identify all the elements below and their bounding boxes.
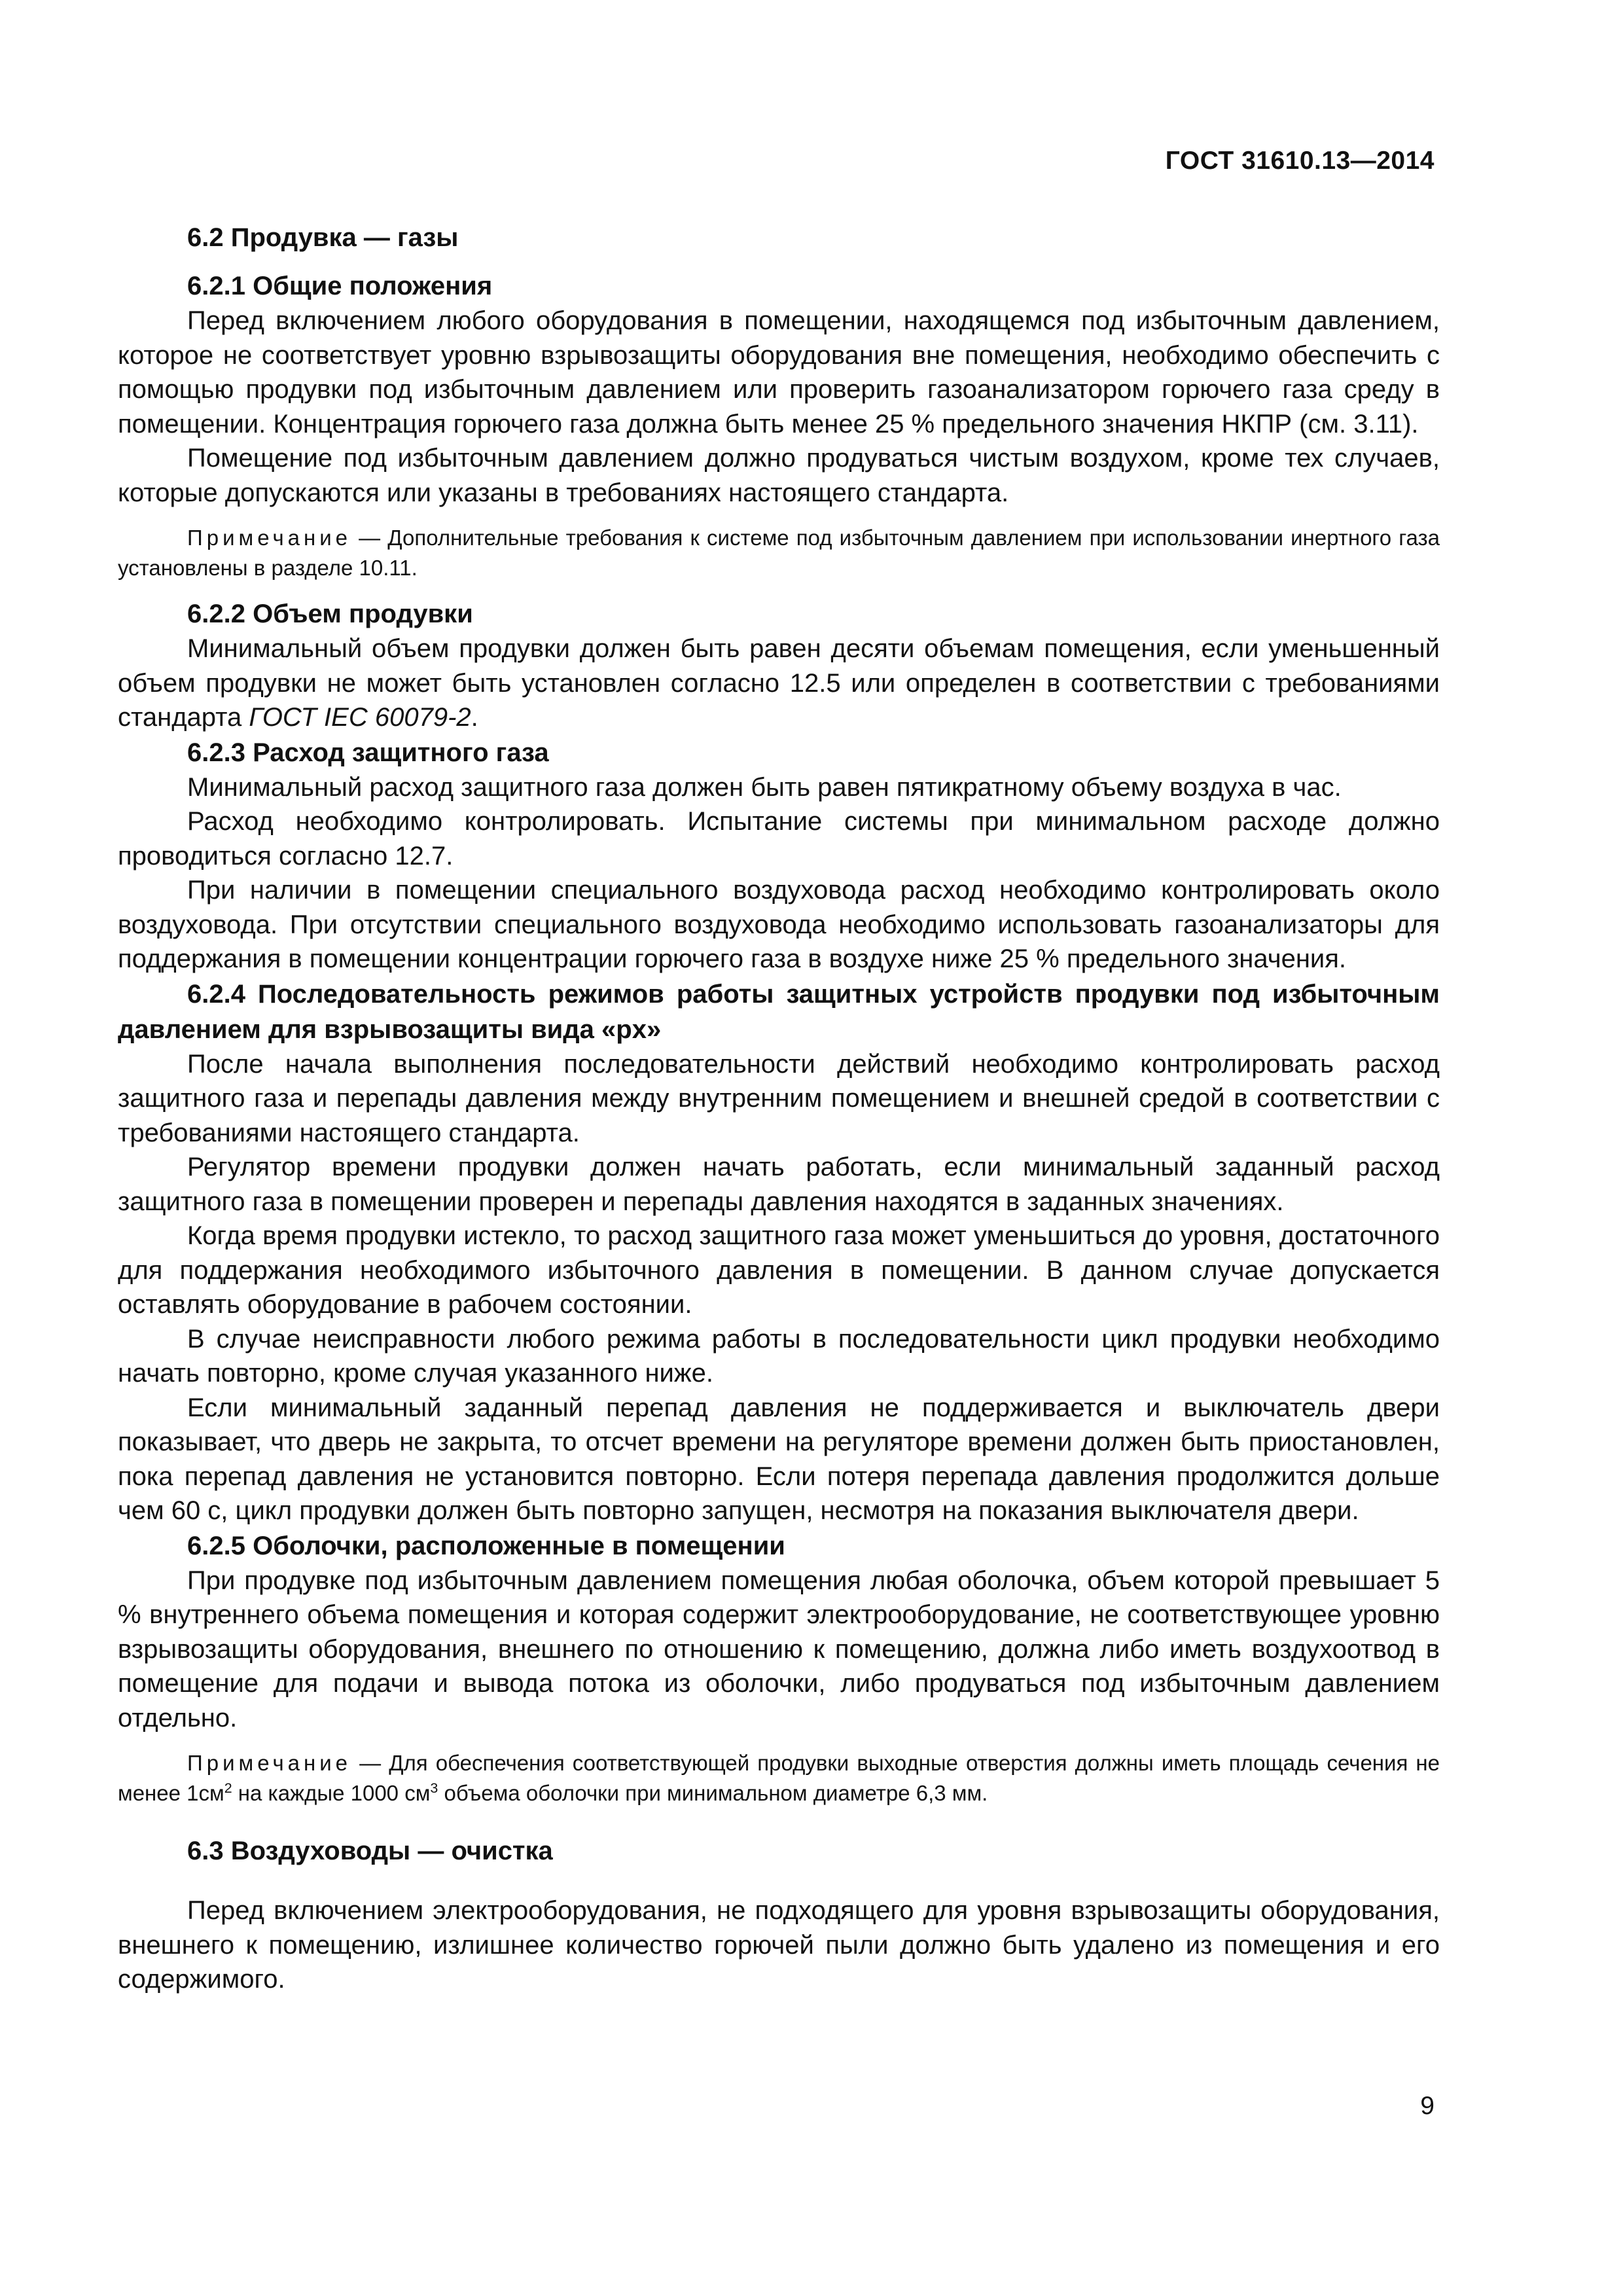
section-6-3-paragraph-1: Перед включением электрооборудования, не подходящего для уровня взрывозащиты оборудования, внешнего к помещению, излишнее количество горючей пыли должно быть удалено из помещения и его содержимого. [118, 1896, 1440, 1994]
section-6-2-1-heading: 6.2.1 Общие положения [187, 272, 493, 300]
section-6-2-1-paragraph-1: Перед включением любого оборудования в помещении, находящемся под избыточным давлением, которое не соответствует уровню взрывозащиты оборудования вне помещения, необходимо обеспечить с помощью продувки под избыточным давлением или проверить газоанализатором горючего газа среду в помещении. Концентрация горючего газа должна быть менее 25 % предельного значения НКПР (см. 3.11). [118, 306, 1440, 439]
section-6-2-1-paragraph-2: Помещение под избыточным давлением должно продуваться чистым воздухом, кроме тех случаев, которые допускаются или указаны в требованиях настоящего стандарта. [118, 444, 1440, 507]
section-6-2-4-heading: 6.2.4 Последовательность режимов работы защитных устройств продувки под избыточным давлением для взрывозащиты вида «px» [118, 979, 1440, 1044]
document-header: ГОСТ 31610.13—2014 [1165, 147, 1435, 175]
section-6-2-5-paragraph-1: При продувке под избыточным давлением помещения любая оболочка, объем которой превышает 5 % внутреннего объема помещения и которая содержит электрооборудование, не соответствующее уровню взрывозащиты оборудования, внешнего по отношению к помещению, должна либо иметь воздухоотвод в помещение для подачи и вывода потока из оболочки, либо продуваться под избыточным давлением отдельно. [118, 1566, 1440, 1732]
section-6-2-4-paragraph-1: После начала выполнения последовательности действий необходимо контролировать расход защитного газа и перепады давления между внутренним помещением и внешней средой в соответствии с требованиями настоящего стандарта. [118, 1049, 1440, 1147]
note-text: — Дополнительные требования к системе под избыточным давлением при использовании инертного газа установлены в разделе 10.11. [118, 526, 1440, 580]
section-6-2-4-paragraph-5: Если минимальный заданный перепад давления не поддерживается и выключатель двери показывает, что дверь не закрыта, то отсчет времени на регуляторе времени должен быть приостановлен, пока перепад давления не установится повторно. Если потеря перепада давления продолжится дольше чем 60 с, цикл продувки должен быть повторно запущен, несмотря на показания выключателя двери. [118, 1393, 1440, 1525]
paragraph-text-end: . [471, 703, 478, 732]
paragraph-text: Минимальный объем продувки должен быть равен десяти объемам помещения, если уменьшенный объем продувки не может быть установлен согласно 12.5 или определен в соответствии с требованиями стандарта [118, 634, 1440, 732]
note-label: Примечание [187, 1751, 352, 1775]
section-6-2-4-paragraph-3: Когда время продувки истекло, то расход защитного газа может уменьшиться до уровня, достаточного для поддержания необходимого избыточного давления в помещении. В данном случае допускается оставлять оборудование в рабочем состоянии. [118, 1221, 1440, 1319]
section-6-2-3-heading: 6.2.3 Расход защитного газа [187, 738, 549, 767]
note-text: объема оболочки при минимальном диаметре 6,3 мм. [438, 1781, 988, 1805]
section-6-2-5-heading: 6.2.5 Оболочки, расположенные в помещении [187, 1531, 785, 1560]
section-6-2-2-heading: 6.2.2 Объем продувки [187, 600, 473, 628]
standard-reference: ГОСТ IEC 60079-2 [249, 703, 471, 732]
section-6-2-3-paragraph-2: Расход необходимо контролировать. Испытание системы при минимальном расходе должно проводиться согласно 12.7. [118, 807, 1440, 870]
superscript: 3 [430, 1780, 438, 1796]
section-6-2-3-paragraph-3: При наличии в помещении специального воздуховода расход необходимо контролировать около воздуховода. При отсутствии специального воздуховода необходимо использовать газоанализаторы для поддержания в помещении концентрации горючего газа в воздухе ниже 25 % предельного значения. [118, 876, 1440, 973]
section-6-2-heading: 6.2 Продувка — газы [187, 223, 459, 252]
document-body [118, 220, 1440, 1997]
section-6-2-5-note [118, 1748, 1440, 1808]
section-6-3-heading: 6.3 Воздуховоды — очистка [187, 1837, 553, 1865]
superscript: 2 [224, 1780, 232, 1796]
section-6-2-3-paragraph-1: Минимальный расход защитного газа должен быть равен пятикратному объему воздуха в час. [187, 772, 1342, 802]
note-text: на каждые 1000 см [232, 1781, 431, 1805]
section-6-2-2-paragraph-1 [118, 632, 1440, 735]
section-6-2-4-paragraph-4: В случае неисправности любого режима работы в последовательности цикл продувки необходимо начать повторно, кроме случая указанного ниже. [118, 1324, 1440, 1388]
note-label: Примечание [187, 526, 352, 550]
section-6-2-1-note [118, 523, 1440, 583]
note-text: — Для обеспечения соответствующей продувки выходные отверстия должны иметь площадь сечения не менее 1см [118, 1751, 1440, 1805]
section-6-2-4-paragraph-2: Регулятор времени продувки должен начать работать, если минимальный заданный расход защитного газа в помещении проверен и перепады давления находятся в заданных значениях. [118, 1153, 1440, 1216]
page-number: 9 [1420, 2092, 1435, 2120]
